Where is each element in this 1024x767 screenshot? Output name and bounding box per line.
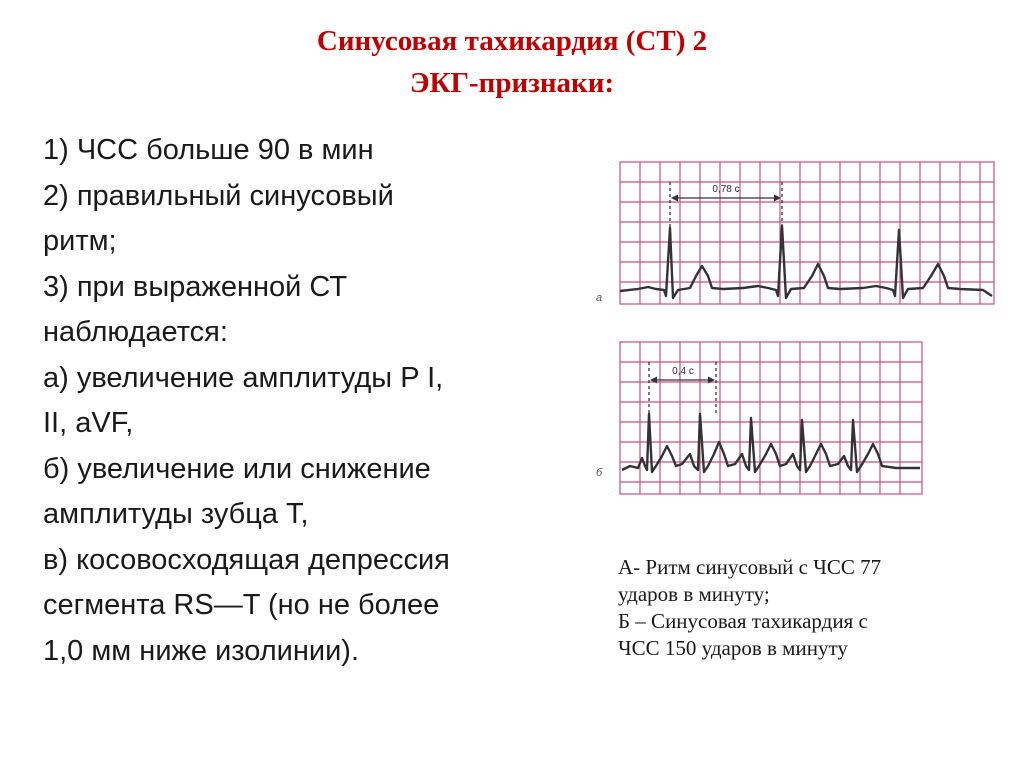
ecg-criteria-list (43, 128, 563, 674)
caption-line-4: ЧСС 150 ударов в минуту (618, 636, 848, 660)
ecg-caption (618, 554, 998, 662)
ecg-figure (578, 148, 1008, 508)
criteria-line-9: амплитуды зубца Т, (43, 498, 309, 530)
ecg-strip-b-trace (622, 414, 920, 472)
criteria-line-7: II, aVF, (43, 407, 134, 439)
ecg-strip-a-panel-label: а (596, 292, 603, 304)
title-line-1: Синусовая тахикардия (СТ) 2 (316, 25, 708, 57)
caption-line-1: А- Ритм синусовый с ЧСС 77 (618, 555, 882, 579)
caption-line-2: ударов в минуту; (618, 582, 770, 606)
ecg-strip-b-panel-label: б (596, 467, 603, 479)
ecg-strip-a-interval-label: 0,78 с (712, 184, 740, 195)
caption-line-3: Б – Синусовая тахикардия с (618, 609, 868, 633)
ecg-strip-b-grid (620, 342, 922, 494)
title-line-2: ЭКГ-признаки: (409, 67, 615, 99)
criteria-line-1: 1) ЧСС больше 90 в мин (43, 134, 374, 166)
criteria-line-8: б) увеличение или снижение (43, 452, 431, 485)
criteria-line-6: а) увеличение амплитуды P I, (43, 361, 444, 394)
criteria-line-2: 2) правильный синусовый (43, 179, 394, 212)
criteria-line-5: наблюдается: (43, 316, 228, 348)
criteria-line-11: сегмента RS—T (но не более (43, 589, 440, 621)
criteria-line-3: ритм; (43, 225, 117, 257)
criteria-line-4: 3) при выраженной СТ (43, 270, 348, 303)
slide-title (0, 20, 1024, 104)
criteria-line-12: 1,0 мм ниже изолинии). (43, 634, 360, 667)
criteria-line-10: в) косовосходящая депрессия (43, 543, 450, 576)
ecg-strip-b-interval-label: 0,4 с (672, 366, 694, 377)
